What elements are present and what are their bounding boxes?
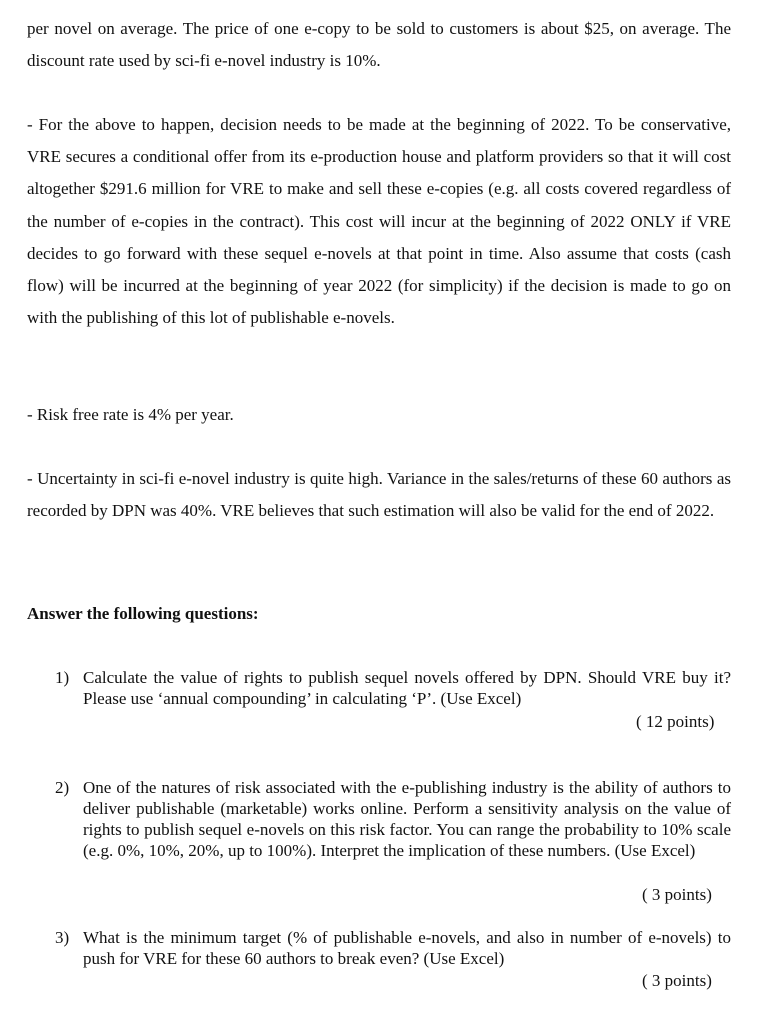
question-2: [55, 777, 731, 861]
question-text: One of the natures of risk associated with the e-publishing industry is the ability of authors to deliver publishable (marketable) works online. Perform a sensitivity analysis on the value of rights to publish sequel e-novels on this risk factor. You can range the probability to 10% scale (e.g. 0%, 10%, 20%, up to 100%). Interpret the implication of these numbers. (Use Excel): [83, 778, 731, 860]
paragraph-risk-free-rate: - Risk free rate is 4% per year.: [27, 405, 234, 424]
question-text: Calculate the value of rights to publish sequel novels offered by DPN. Should VRE buy it? Please use ‘annual compounding’ in calculating ‘P’. (Use Excel): [83, 668, 731, 708]
question-3: [55, 927, 731, 969]
question-2-points: ( 3 points): [642, 885, 712, 904]
question-1: [55, 667, 731, 709]
paragraph-pricing: per novel on average. The price of one e-copy to be sold to customers is about $25, on average. The discount rate used by sci-fi e-novel industry is 10%.: [27, 19, 731, 71]
question-1-points: ( 12 points): [636, 712, 715, 731]
question-number: 1): [55, 668, 70, 687]
question-number: 3): [55, 928, 70, 947]
paragraph-decision: - For the above to happen, decision needs to be made at the beginning of 2022. To be conservative, VRE secures a conditional offer from its e-production house and platform providers so that it will cost altogether $291.6 million for VRE to make and sell these e-copies (e.g. all costs covered regardless of the number of e-copies in the contract). This cost will incur at the beginning of 2022 ONLY if VRE decides to go forward with these sequel e-novels at that point in time. Also assume that costs (cash flow) will be incurred at the beginning of year 2022 (for simplicity) if the decision is made to go on with the publishing of this lot of publishable e-novels.: [27, 115, 731, 328]
questions-heading: Answer the following questions:: [27, 604, 259, 623]
paragraph-uncertainty: - Uncertainty in sci-fi e-novel industry is quite high. Variance in the sales/returns of these 60 authors as recorded by DPN was 40%. VRE believes that such estimation will also be valid for the end of 2022.: [27, 469, 731, 521]
question-3-points: ( 3 points): [642, 971, 712, 990]
question-number: 2): [55, 778, 70, 797]
question-text: What is the minimum target (% of publishable e-novels, and also in number of e-novels) to push for VRE for these 60 authors to break even? (Use Excel): [83, 928, 731, 968]
